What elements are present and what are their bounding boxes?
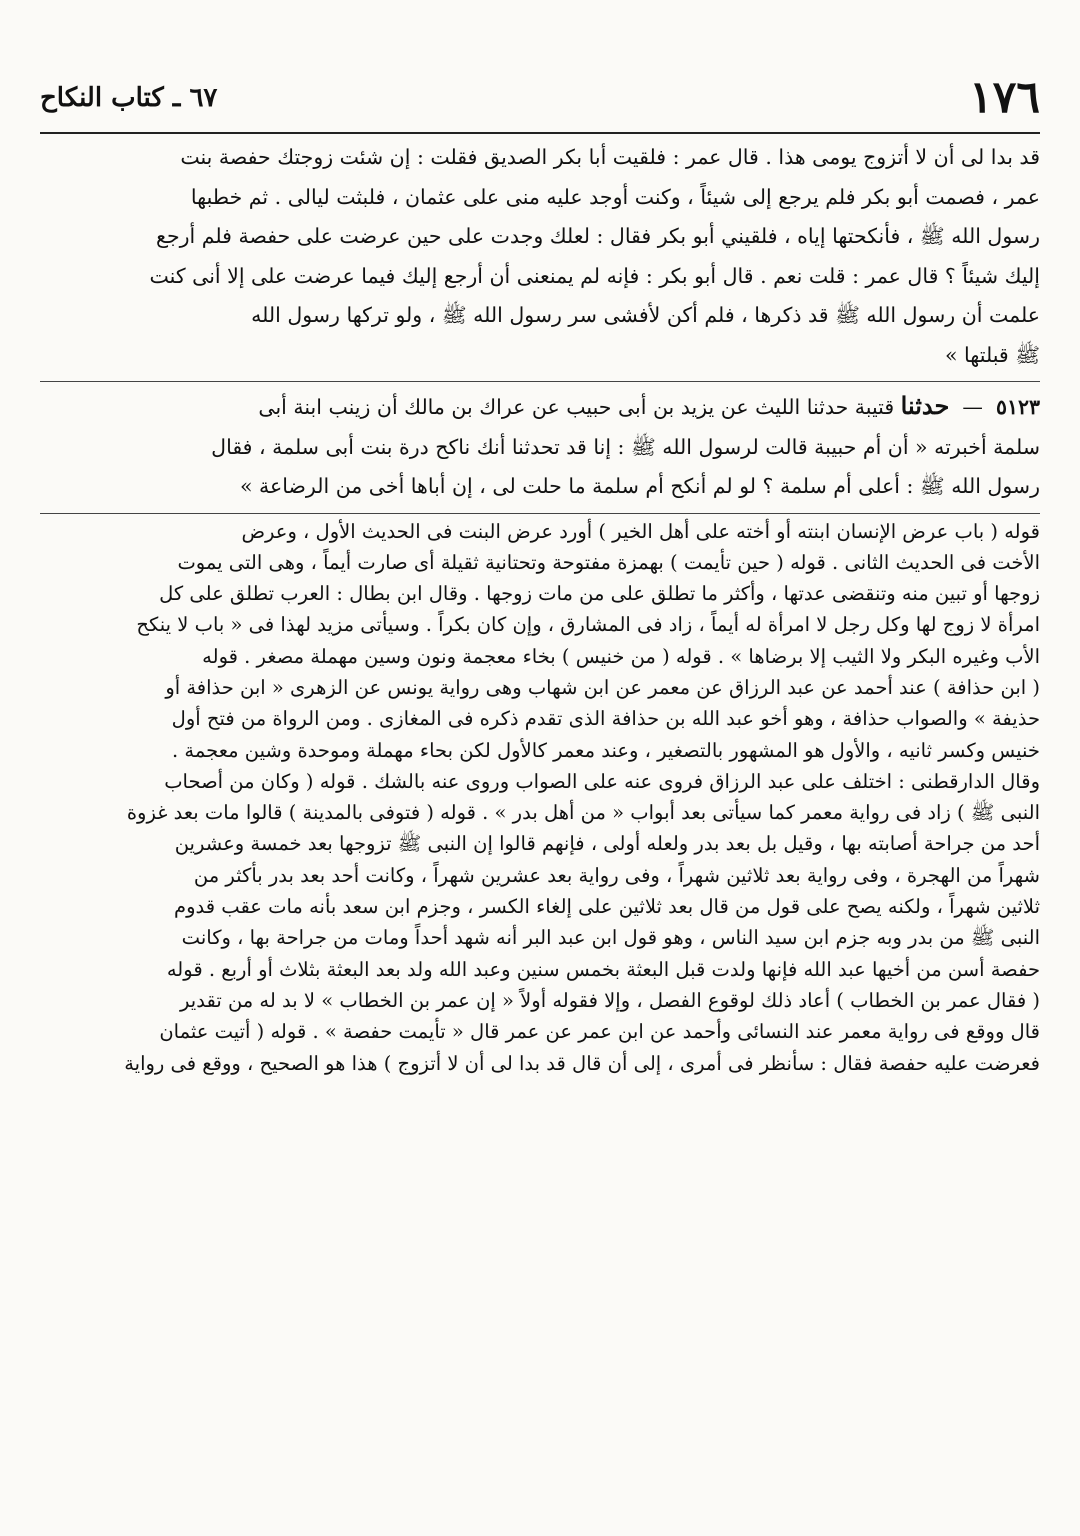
text-line (40, 386, 1040, 428)
commentary-line: خنيس وكسر ثانيه ، والأول هو المشهور بالتصغير ، وعند معمر كالأول لكن بحاء مهملة وموحدة وشين معجمة . (172, 738, 1040, 762)
commentary-line: ثلاثين شهراً ، ولكنه يصح على قول من قال بعد ثلاثين على إلغاء الكسر ، وجزم ابن سعد بأنه مات عقب قدوم (174, 895, 1040, 919)
commentary-line: النبى ﷺ ) زاد فى رواية معمر كما سيأتى بعد أبواب « من أهل بدر » . قوله ( فتوفى بالمدينة ) قالوا مات بعد غزوة (126, 801, 1040, 825)
commentary-line: وقال الدارقطنى : اختلف على عبد الرزاق فروى عنه على الصواب وروى عنه بالشك . قوله ( وكان من أصحاب (164, 769, 1040, 793)
book-title: ٦٧ ـ كتاب النكاح (40, 83, 218, 113)
hadith-chain: قتيبة حدثنا الليث عن يزيد بن أبى حبيب عن عراك بن مالك أن زينب ابنة أبى (258, 395, 895, 419)
commentary-line: قال ووقع فى رواية معمر عند النسائى وأحمد عن ابن عمر عن عمر قال « تأيمت حفصة » . قوله ( أتيت عثمان (159, 1020, 1040, 1044)
text-line: إليك شيئاً ؟ قال عمر : قلت نعم . قال أبو بكر : فإنه لم يمنعنى أن أرجع إليك فيما عرضت على إلا أنى كنت (149, 263, 1040, 288)
hadith-number: ٥١٢٣ (995, 395, 1040, 419)
commentary-line: ( فقال عمر بن الخطاب ) أعاد ذلك لوقوع الفصل ، وإلا فقوله أولاً « إن عمر بن الخطاب » لا بد له من تقدير (180, 988, 1040, 1012)
page-header (40, 70, 1040, 134)
page-number: ١٧٦ (969, 72, 1040, 123)
section-divider (40, 381, 1040, 382)
commentary-line: النبى ﷺ من بدر وبه جزم ابن سيد الناس ، وهو قول ابن عبد البر أنه شهد أحداً ومات من جراحة بها ، وكانت (181, 926, 1040, 950)
hadith-text-2 (40, 386, 1040, 507)
hadith-text-1 (40, 138, 1040, 375)
commentary-line: الأخت فى الحديث الثانى . قوله ( حين تأيمت ) بهمزة مفتوحة وتحتانية ثقيلة أى صارت أيماً ، وهى التى يموت (177, 550, 1040, 574)
text-line: رسول الله ﷺ ، فأنكحتها إياه ، فلقيني أبو بكر فقال : لعلك وجدت على حين عرضت على حفصة فلم أرجع (156, 224, 1040, 248)
commentary-line: الأب وغيره البكر ولا الثيب إلا برضاها » . قوله ( من خنيس ) بخاء معجمة ونون وسين مهملة مصغر . قوله (202, 644, 1040, 668)
commentary-line: ( ابن حذافة ) عند أحمد عن عبد الرزاق عن معمر عن ابن شهاب وهى رواية يونس عن الزهرى « ابن حذافة أو (165, 675, 1040, 699)
book-page (40, 70, 1040, 1510)
text-line: قد بدا لى أن لا أتزوج يومى هذا . قال عمر : فلقيت أبا بكر الصديق فقلت : إن شئت زوجتك حفصة بنت (180, 145, 1040, 169)
commentary-line: حذيفة » والصواب حذافة ، وهو أخو عبد الله بن حذافة الذى تقدم ذكره فى المغازى . ومن الرواة من فتح أول (171, 707, 1040, 731)
commentary-line: قوله ( باب عرض الإنسان ابنته أو أخته على أهل الخير ) أورد عرض البنت فى الحديث الأول ، وعرض (241, 519, 1040, 543)
text-line: رسول الله ﷺ : أعلى أم سلمة ؟ لو لم أنكح أم سلمة ما حلت لى ، إن أباها أخى من الرضاعة » (240, 474, 1040, 498)
commentary-text (40, 516, 1040, 1079)
text-line: سلمة أخبرته « أن أم حبيبة قالت لرسول الله ﷺ : إنا قد تحدثنا أنك ناكح درة بنت أبى سلمة ، فقال (211, 434, 1040, 459)
text-line: علمت أن رسول الله ﷺ قد ذكرها ، فلم أكن لأفشى سر رسول الله ﷺ ، ولو تركها رسول الله (251, 303, 1040, 327)
commentary-line: شهراً من الهجرة ، وفى رواية بعد ثلاثين شهراً ، وفى رواية بعد عشرين شهراً ، وكانت أحد بعد بدر بأكثر من (193, 863, 1040, 887)
haddathana-word: حدثنا (900, 391, 950, 420)
commentary-line: امرأة لا زوج لها وكل رجل لا امرأة له أيماً ، زاد فى المشارق ، وإن كان بكراً . وسيأتى مزيد لهذا فى « باب لا ينكح (136, 613, 1040, 637)
commentary-line: أحد من جراحة أصابته بها ، وقيل بل بعد بدر ولعله أولى ، فإنهم قالوا إن النبى ﷺ تزوجها بعد خمسة وعشرين (174, 832, 1040, 856)
dash: — (955, 395, 990, 419)
commentary-divider (40, 513, 1040, 514)
text-line: ﷺ قبلتها » (945, 342, 1040, 367)
commentary-line: فعرضت عليه حفصة فقال : سأنظر فى أمرى ، إلى أن قال قد بدا لى أن لا أتزوج ) هذا هو الصحيح ، ووقع فى رواية (124, 1051, 1040, 1075)
commentary-line: زوجها أو تبين منه وتنقضى عدتها ، وأكثر ما تطلق على من مات زوجها . وقال ابن بطال : العرب تطلق على كل (159, 582, 1040, 606)
commentary-line: حفصة أسن من أخيها عبد الله فإنها ولدت قبل البعثة بخمس سنين وعبد الله ولد بعد البعثة بثلاث أو أربع . قوله (166, 957, 1040, 981)
text-line: عمر ، فصمت أبو بكر فلم يرجع إلى شيئاً ، وكنت أوجد عليه منى على عثمان ، فلبثت ليالى . ثم خطبها (190, 184, 1040, 209)
